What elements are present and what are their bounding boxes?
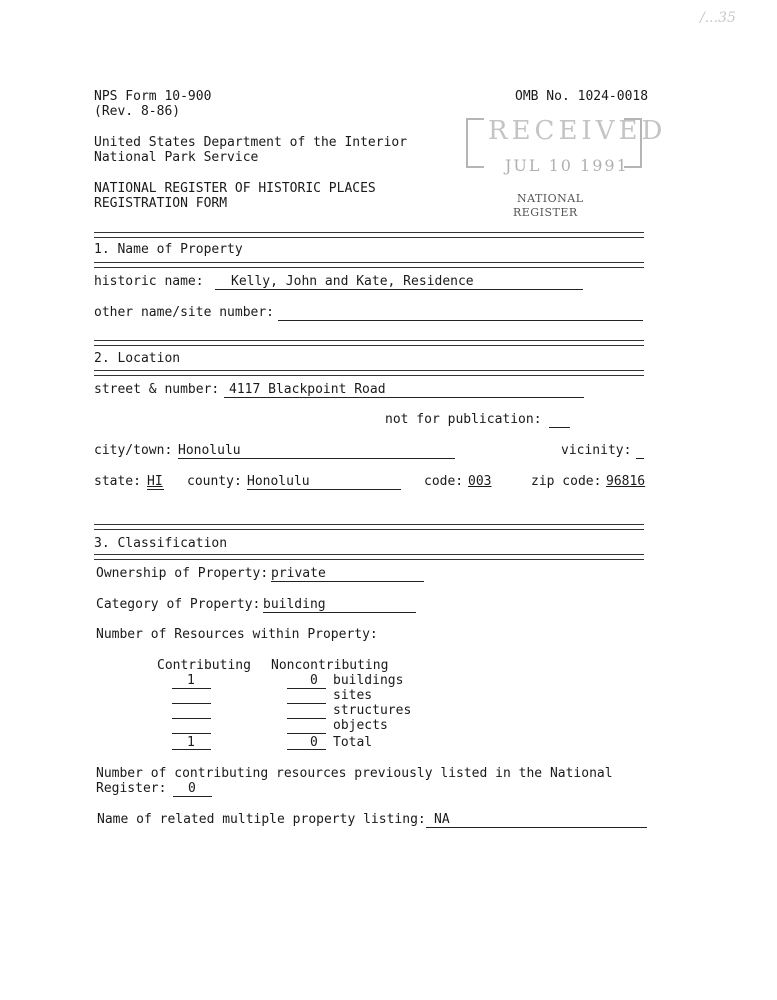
contributing-field-line[interactable]	[172, 688, 211, 689]
historic-name-label: historic name:	[94, 274, 204, 289]
noncontributing-field-line[interactable]	[287, 703, 326, 704]
resource-type-label: Total	[333, 735, 373, 750]
state-field[interactable]: HI	[147, 474, 163, 489]
county-line	[247, 489, 401, 490]
stamp-received-text: RECEIVED	[488, 116, 667, 146]
resources-label: Number of Resources within Property:	[96, 627, 378, 642]
related-listing-field[interactable]: NA	[434, 812, 450, 827]
street-field[interactable]: 4117 Blackpoint Road	[229, 382, 386, 397]
zip-label: zip code:	[531, 474, 602, 489]
previously-listed-label-line1: Number of contributing resources previously listed in the National	[96, 766, 613, 781]
previously-listed-label-line2: Register:	[96, 781, 167, 796]
col-contributing-header: Contributing	[157, 658, 251, 673]
ownership-line	[271, 581, 424, 582]
section-divider	[94, 370, 644, 376]
category-line	[263, 612, 416, 613]
county-label: county:	[187, 474, 242, 489]
noncontributing-value: 0	[310, 673, 318, 688]
code-label: code:	[424, 474, 464, 489]
noncontributing-field-line[interactable]	[287, 733, 326, 734]
zip-field[interactable]: 96816	[606, 474, 646, 489]
noncontributing-value: 0	[310, 735, 318, 750]
section-divider	[94, 554, 644, 560]
noncontributing-field-line[interactable]	[287, 718, 326, 719]
section-divider	[94, 524, 644, 530]
previously-listed-field[interactable]: 0	[188, 781, 196, 796]
state-line	[147, 489, 164, 490]
county-field[interactable]: Honolulu	[247, 474, 310, 489]
noncontributing-field-line[interactable]	[287, 749, 326, 750]
historic-name-field[interactable]: Kelly, John and Kate, Residence	[231, 274, 474, 289]
form-number: NPS Form 10-900	[94, 89, 212, 104]
corner-handwritten-mark: /...35	[700, 10, 736, 26]
historic-name-line	[215, 289, 583, 290]
service-name: National Park Service	[94, 150, 259, 165]
vicinity-label: vicinity:	[561, 443, 632, 458]
related-listing-line	[426, 827, 647, 828]
form-revision: (Rev. 8-86)	[94, 104, 181, 119]
contributing-value: 1	[187, 735, 195, 750]
contributing-field-line[interactable]	[172, 703, 211, 704]
state-label: state:	[94, 474, 141, 489]
department-name: United States Department of the Interior	[94, 135, 408, 150]
contributing-field-line[interactable]	[172, 718, 211, 719]
resource-type-label: sites	[333, 688, 373, 703]
contributing-value: 1	[187, 673, 195, 688]
resource-type-label: structures	[333, 703, 412, 718]
not-for-publication-line[interactable]	[549, 427, 570, 428]
stamp-date-text: JUL 10 1991	[505, 156, 629, 175]
city-label: city/town:	[94, 443, 173, 458]
street-line	[224, 397, 584, 398]
ownership-label: Ownership of Property:	[96, 566, 269, 581]
section-divider	[94, 232, 644, 238]
other-name-label: other name/site number:	[94, 305, 275, 320]
col-noncontributing-header: Noncontributing	[271, 658, 389, 673]
form-title-line1: NATIONAL REGISTER OF HISTORIC PLACES	[94, 181, 376, 196]
omb-number: OMB No. 1024-0018	[515, 89, 649, 104]
not-for-publication-label: not for publication:	[385, 412, 542, 427]
ownership-field[interactable]: private	[271, 566, 326, 581]
section3-heading: 3. Classification	[94, 536, 228, 551]
form-title-line2: REGISTRATION FORM	[94, 196, 228, 211]
city-line	[178, 458, 455, 459]
other-name-line	[278, 320, 643, 321]
category-label: Category of Property:	[96, 597, 261, 612]
section1-heading: 1. Name of Property	[94, 242, 243, 257]
street-label: street & number:	[94, 382, 220, 397]
previously-listed-line	[173, 796, 212, 797]
resource-type-label: objects	[333, 718, 388, 733]
stamp-national: NATIONAL	[517, 192, 584, 205]
section-divider	[94, 262, 644, 268]
vicinity-line[interactable]	[636, 458, 644, 459]
city-field[interactable]: Honolulu	[178, 443, 241, 458]
noncontributing-field-line[interactable]	[287, 688, 326, 689]
section-divider	[94, 340, 644, 346]
code-field[interactable]: 003	[468, 474, 492, 489]
resource-type-label: buildings	[333, 673, 404, 688]
stamp-register: REGISTER	[513, 206, 578, 219]
contributing-field-line[interactable]	[172, 733, 211, 734]
section2-heading: 2. Location	[94, 351, 181, 366]
related-listing-label: Name of related multiple property listing:	[97, 812, 426, 827]
category-field[interactable]: building	[263, 597, 326, 612]
